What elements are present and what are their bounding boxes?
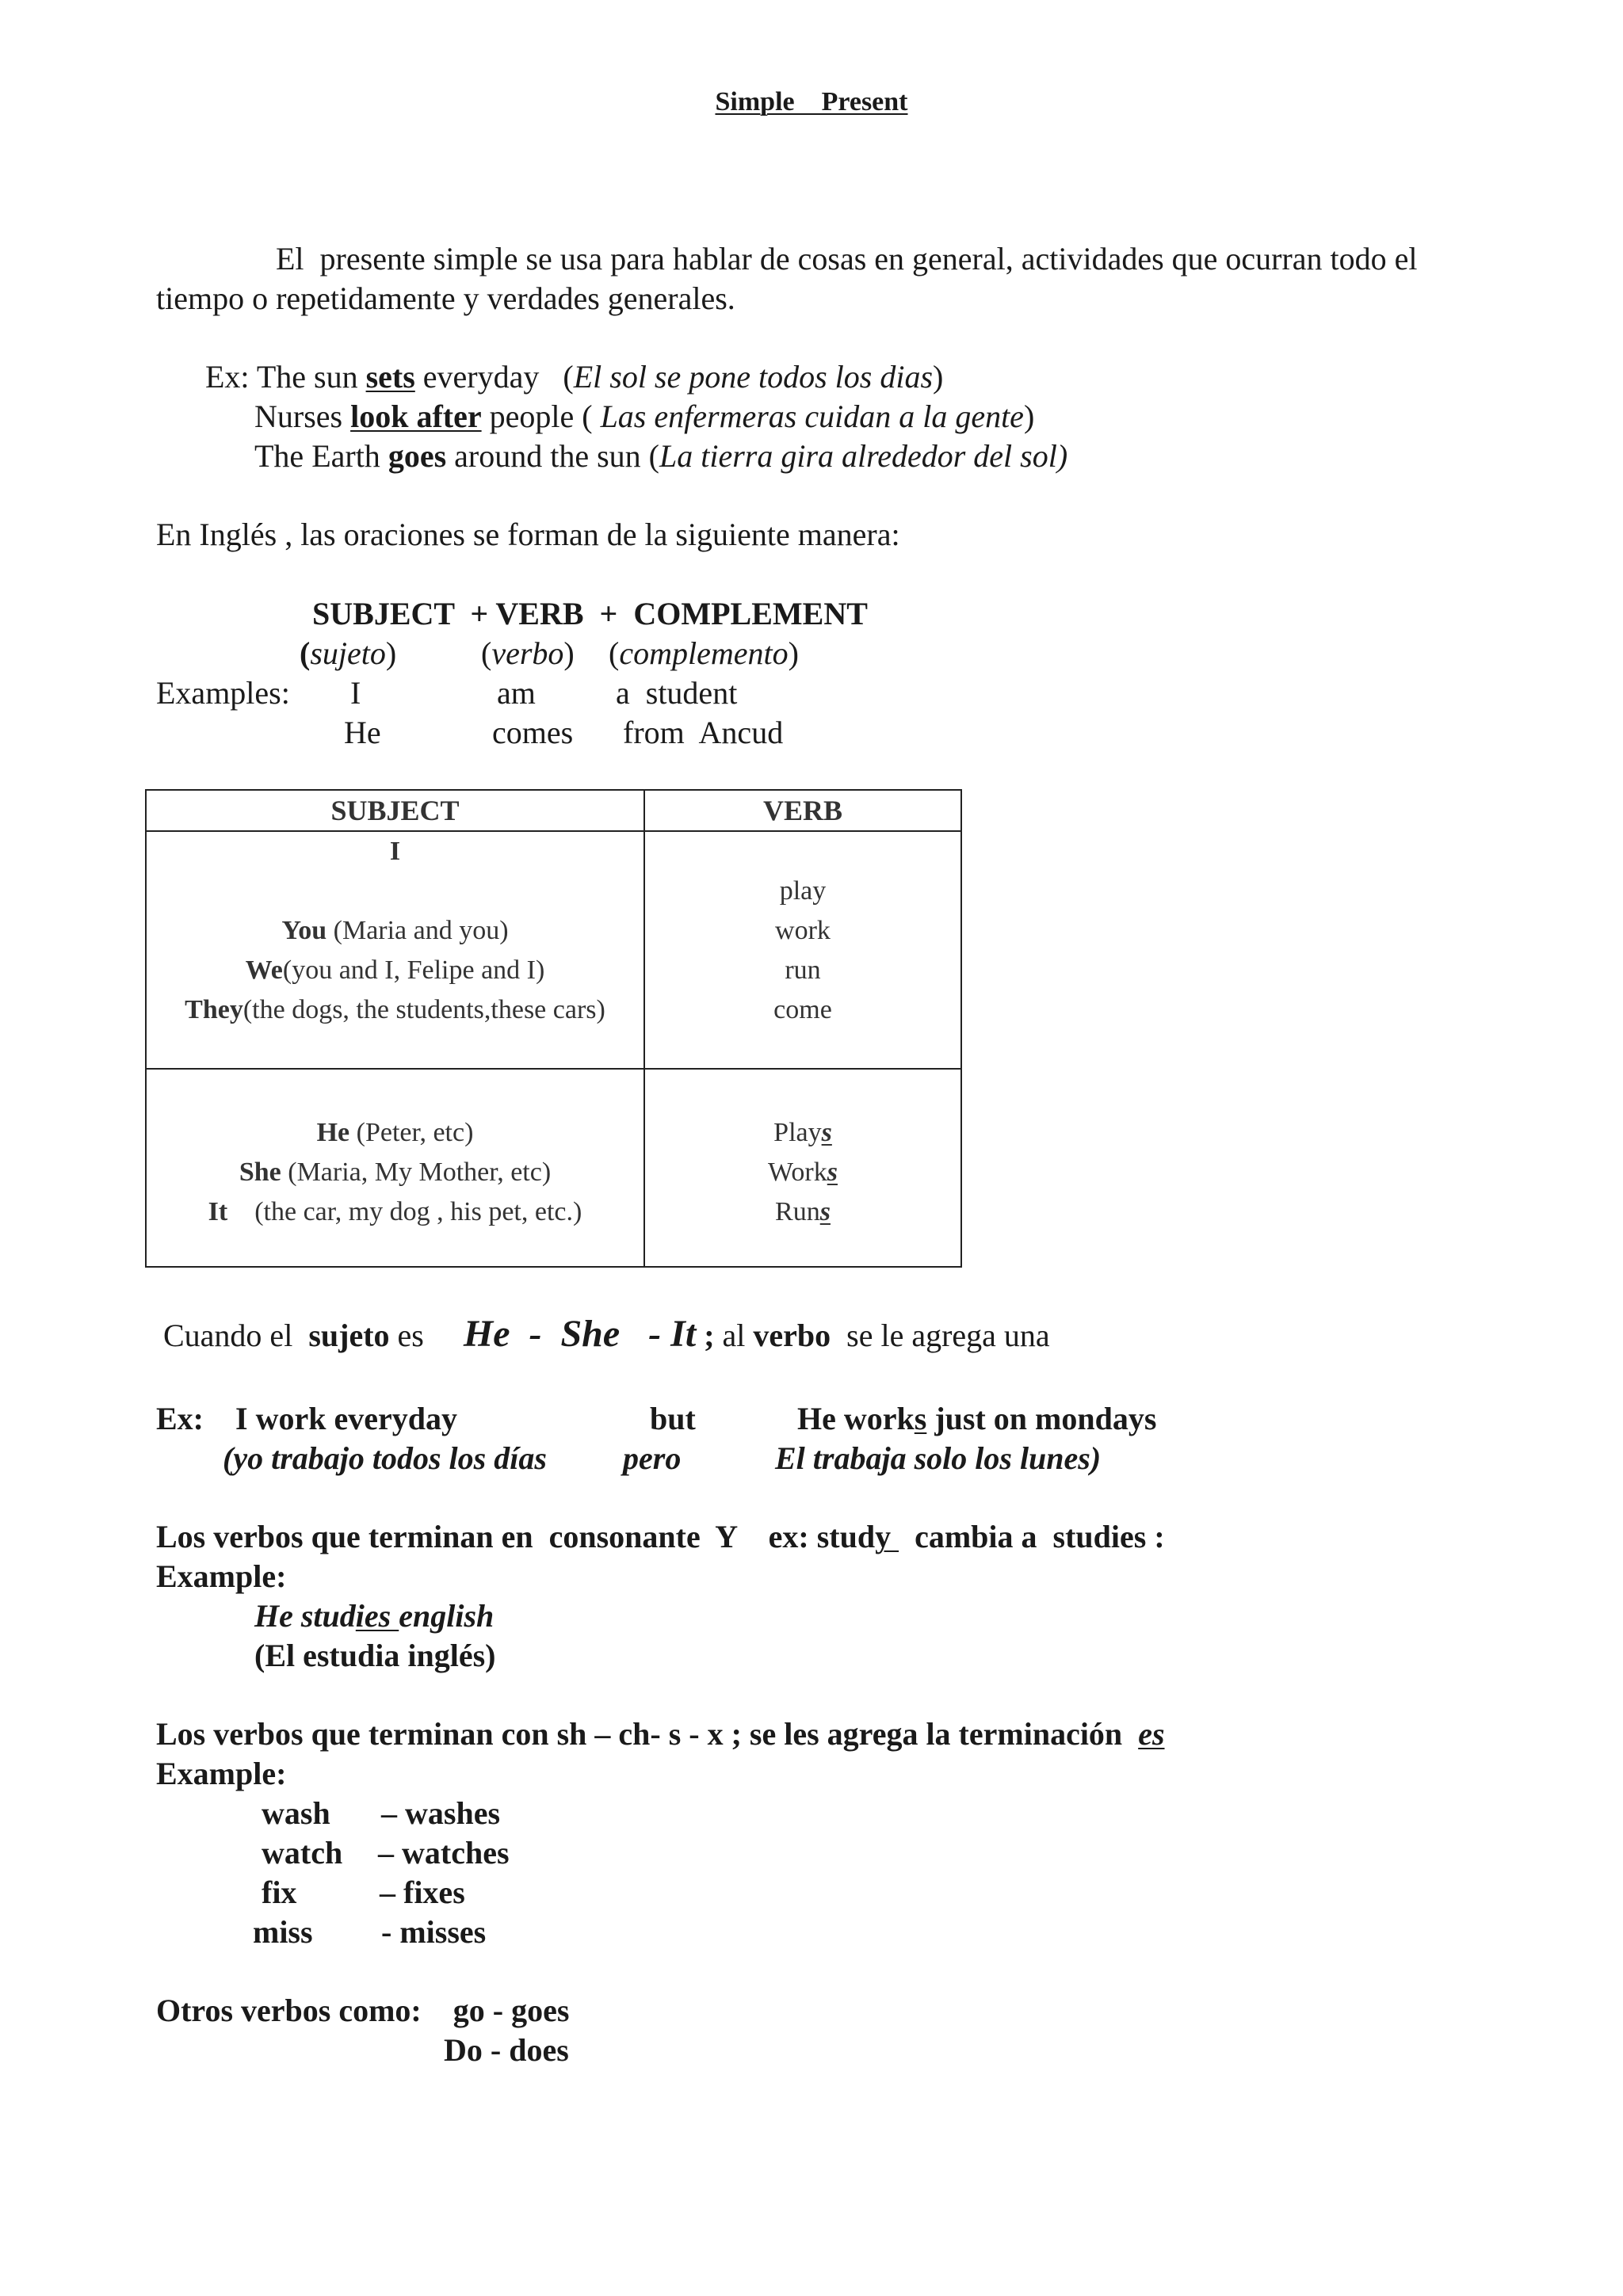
examples-label: Examples: [156,675,290,711]
formula-example-subject: He [344,715,381,750]
page-title: Simple Present [715,87,908,116]
other-verbs: Otros verbos como: go - goes [156,1993,570,2028]
table-header-subject: SUBJECT [146,790,644,831]
table-row: She (Maria, My Mother, etc) [239,1158,552,1187]
table-cell-subjects-group1 [146,831,644,1069]
rule-es-verb: wash [262,1795,330,1831]
formula-example-verb: am [497,675,536,711]
table-row: They(the dogs, the students,these cars) [185,995,605,1024]
formula-heading: SUBJECT + VERB + COMPLEMENT [312,596,868,631]
rule-y-example-es: (El estudia inglés) [254,1638,496,1673]
table-row [645,832,960,871]
formula-example-complement: a student [616,675,738,711]
table-cell-subjects-group2 [146,1069,644,1267]
intro-line-1: El presente simple se usa para hablar de cosas en general, actividades que ocurran todo el [276,241,1418,277]
table-row: work [775,916,831,945]
rule-he-she-it: Cuando el sujeto es He - She - It ; al verbo se le agrega una [163,1313,1050,1355]
rule-y-example-en: He studies english [254,1598,495,1634]
table-header-verb: VERB [644,790,961,831]
table-row [147,871,643,911]
rule-es-verb-es: – washes [381,1795,501,1831]
rule-es-verb: watch [262,1835,343,1871]
table-row: Works [768,1158,838,1187]
example-nurses: Nurses look after people ( Las enfermeras cuidan a la gente) [254,399,1035,434]
rule-es-verb-es: - misses [381,1914,487,1950]
example-sun: Ex: The sun sets everyday (El sol se pone todos los dias) [205,359,944,395]
example-work-en: Ex: I work everyday [156,1401,457,1436]
rule-es-verb: fix [262,1875,297,1910]
formula-example-complement: from Ancud [623,715,784,750]
rule-es: Los verbos que terminan con sh – ch- s - x ; se les agrega la terminación es [156,1716,1165,1752]
other-verbs-do: Do - does [444,2032,569,2068]
table-cell-verbs-group1 [644,831,961,1069]
table-row: come [773,995,832,1024]
table-row: He (Peter, etc) [316,1118,474,1147]
table-row: We(you and I, Felipe and I) [245,955,545,985]
table-row: I [389,837,401,866]
example-work-pero: pero [623,1440,682,1476]
rule-y: Los verbos que terminan en consonante Y ex: study cambia a studies : [156,1519,1165,1554]
table-cell-verbs-group2 [644,1069,961,1267]
table-row: Runs [775,1197,831,1226]
table-row: You (Maria and you) [281,916,509,945]
formula-example-verb: comes [492,715,574,750]
rule-es-verb-es: – watches [378,1835,510,1871]
table-row: It (the car, my dog , his pet, etc.) [208,1197,582,1226]
example-works-es: El trabaja solo los lunes) [775,1440,1102,1476]
formula-spanish-complement: (complemento) [609,635,799,671]
formula-example-subject: I [350,675,361,711]
rule-es-verb-es: – fixes [380,1875,465,1910]
table-row: run [785,955,821,985]
example-works-en: He works just on mondays [797,1401,1157,1436]
example-work-but: but [650,1401,696,1436]
rule-es-verb: miss [253,1914,313,1950]
rule-y-example-label: Example: [156,1558,287,1594]
formula-spanish-verb: (verbo) [481,635,575,671]
formation-sentence: En Inglés , las oraciones se forman de la siguiente manera: [156,517,900,552]
table-row: play [779,876,827,906]
example-work-es: (yo trabajo todos los días [223,1440,547,1476]
subject-verb-table [145,789,962,1268]
formula-spanish-subject: (sujeto) [300,635,397,671]
intro-line-2: tiempo o repetidamente y verdades generales. [156,280,735,316]
rule-es-example-label: Example: [156,1756,287,1791]
table-row: Plays [773,1118,832,1147]
example-earth: The Earth goes around the sun (La tierra gira alrededor del sol) [254,438,1068,474]
